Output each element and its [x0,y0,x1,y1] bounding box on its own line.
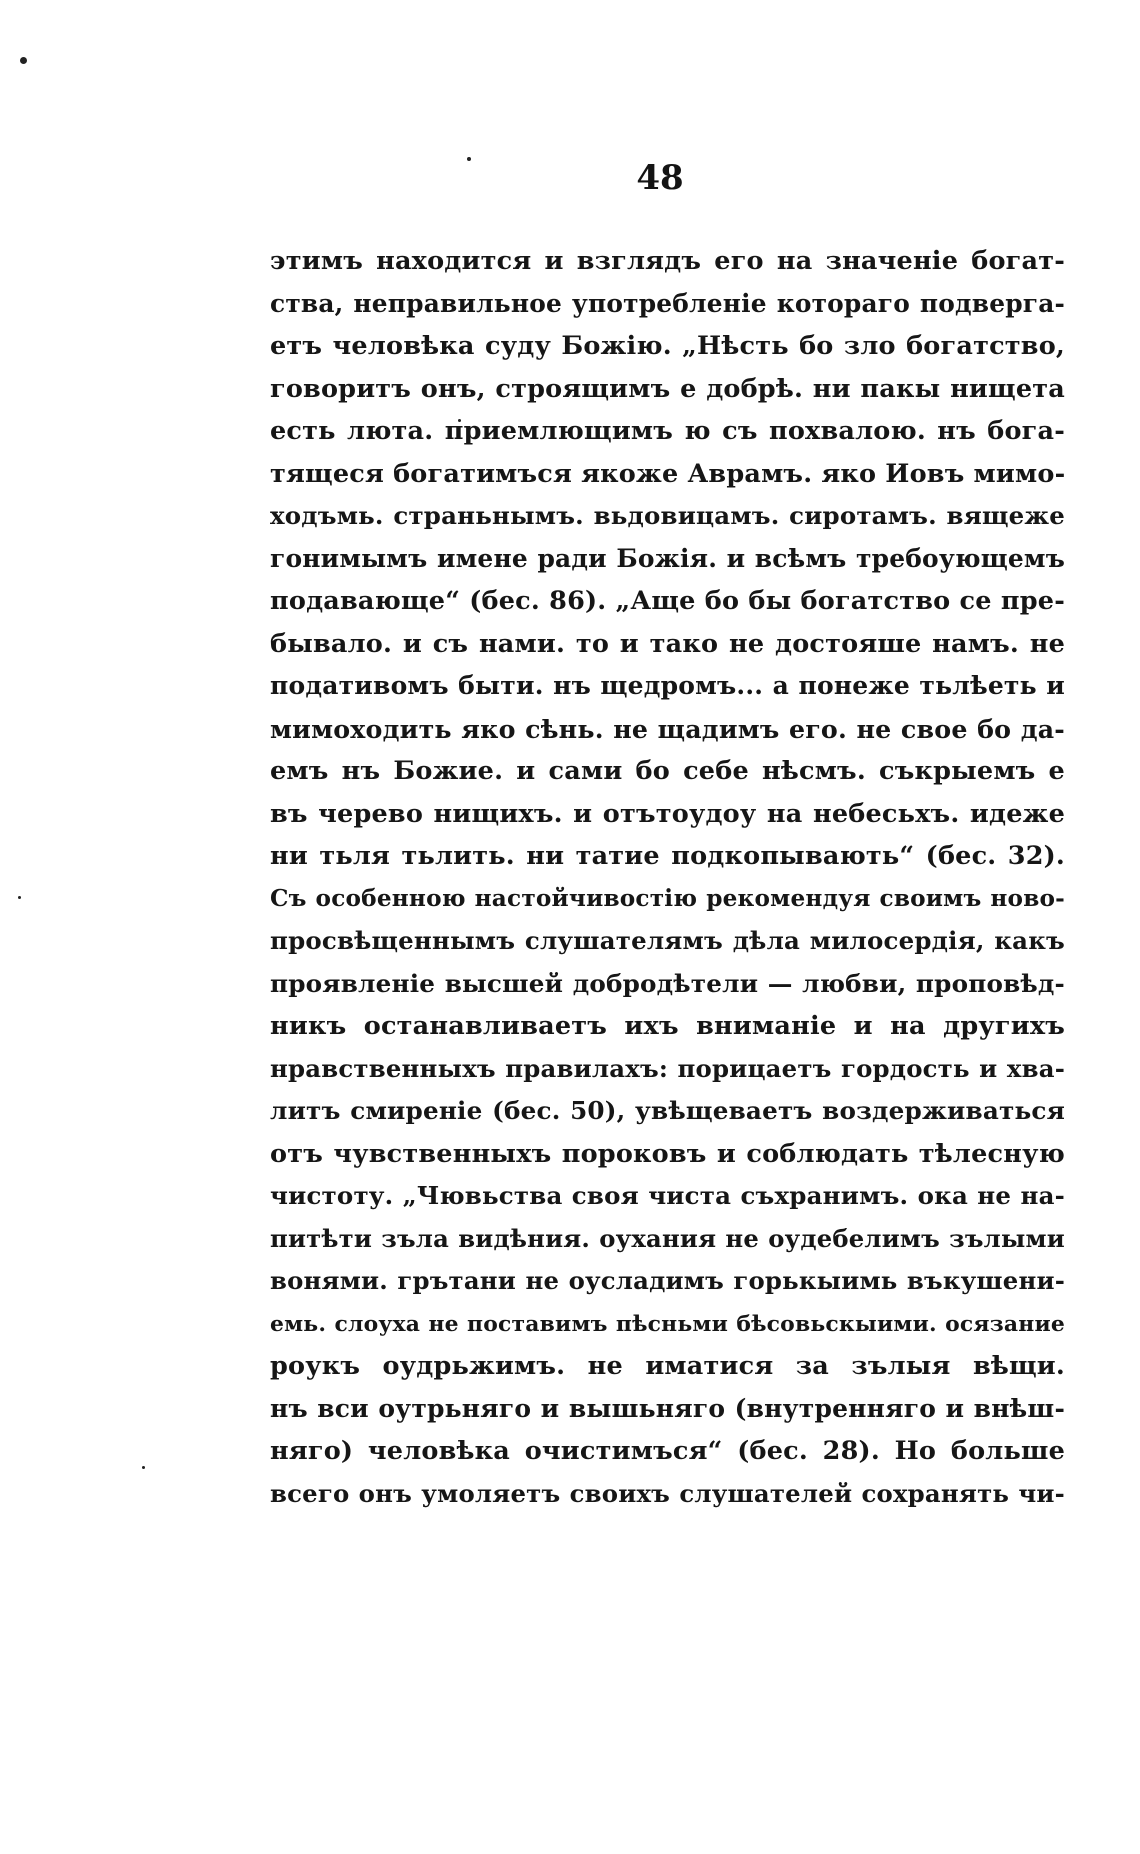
print-speck [467,157,471,161]
body-text [270,240,1065,1515]
text-line: отъ чувственныхъ пороковъ и соблюдать тѣлесную [270,1138,1065,1169]
text-line: бывало. и съ нами. то и тако не достояше намъ. не [270,628,1065,659]
text-line: никъ останавливаетъ ихъ вниманіе и на другихъ [270,1011,1065,1041]
text-line: мимоходить яко сѣнь. не щадимъ его. не свое бо да- [270,713,1065,744]
text-line: всего онъ умоляетъ своихъ слушателей сохранять чи- [270,1478,1065,1508]
print-speck [20,57,27,64]
text-line: роукъ оудрьжимъ. не иматися за зълыя вѣщи. [270,1351,1065,1381]
text-line: чистоту. „Чювьства своя чиста съхранимъ. ока не на- [270,1181,1065,1210]
text-line: этимъ находится и взглядъ его на значеніе богат- [270,246,1065,276]
text-line: литъ смиреніе (бес. 50), увѣщеваетъ воздерживаться [270,1096,1065,1125]
text-line: нъ вси оутрьняго и вышьняго (внутренняго и внѣш- [270,1393,1065,1423]
text-line: Съ особенною настойчивостію рекомендуя своимъ ново- [270,884,1065,912]
text-line: етъ человѣка суду Божію. „Нѣсть бо зло богатство, [270,331,1065,361]
text-line: подативомъ быти. нъ щедромъ... а понеже тьлѣеть и [270,671,1065,700]
text-line: въ черево нищихъ. и отътоудоу на небесьхъ. идеже [270,798,1065,829]
text-line: емъ нъ Божие. и сами бо себе нѣсмъ. съкрыемъ е [270,756,1065,786]
text-line: просвѣщеннымъ слушателямъ дѣла милосердія, какъ [270,926,1065,955]
text-line: нравственныхъ правилахъ: порицаетъ гордость и хва- [270,1053,1065,1083]
text-line: ства, неправильное употребленіе котораго подверга- [270,288,1065,318]
text-line: ходъмь. страньнымъ. вьдовицамъ. сиротамъ. вящеже [270,501,1065,530]
text-line: проявленіе высшей добродѣтели — любви, проповѣд- [270,968,1065,998]
print-speck [18,896,21,899]
text-line: ни тьля тьлить. ни татие подкопывають“ (бес. 32). [270,841,1065,871]
text-line: говоритъ онъ, строящимъ е добрѣ. ни пакы нищета [270,373,1065,404]
page-number: 48 [636,158,684,198]
text-line: вонями. грътани не оусладимъ горькыимь въкушени- [270,1266,1065,1295]
text-line: няго) человѣка очистимъся“ (бес. 28). Но больше [270,1436,1065,1466]
text-line: есть люта. приемлющимъ ю съ похвалою. нъ бога- [270,416,1065,446]
text-line: питѣти зъла видѣния. оухания не оудебелимъ зълыми [270,1223,1065,1253]
text-line: подавающе“ (бес. 86). „Аще бо бы богатство се пре- [270,586,1065,616]
text-line: емь. слоуха не поставимъ пѣсньми бѣсовьскыими. осязание [270,1310,1065,1337]
print-speck [142,1466,145,1469]
text-line: тящеся богатимъся якоже Аврамъ. яко Иовъ мимо- [270,458,1066,489]
text-line: гонимымъ имене ради Божія. и всѣмъ требоующемъ [270,543,1065,573]
